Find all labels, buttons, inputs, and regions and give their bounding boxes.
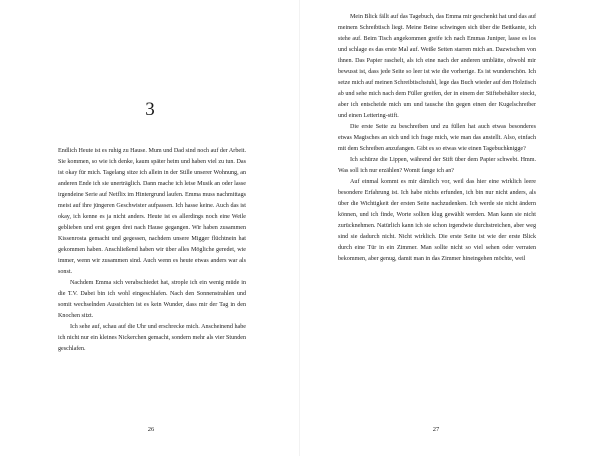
right-page-text xyxy=(338,12,536,265)
paragraph: Auf einmal kommt es mir dämlich vor, weil das hier eine wirklich leere besondere Erfahrung ist. Ich habe nichts erfunden, ich bin nur nicht anders, als über die Wichtigkeit der ersten Seite nachzudenken. Ich werde sie nicht ändern können, und ich finde, Worte sollten klug gewählt werden. Man kann sie nicht zurücknehmen. Natürlich kann ich sie schon irgendwie durchstreichen, aber weg sind sie dadurch nicht. Nicht wirklich. Die erste Seite ist wie der erste Blick durch eine Tür in ein Zimmer. Man sollte nicht so viel sehen oder verraten bekommen, aber genug, damit man in das Zimmer hineingehen möchte, weil xyxy=(338,179,536,262)
paragraph: Nachdem Emma sich verabschiedet hat, strople ich ein wenig müde in die T.V. Dabei bin ich wohl eingeschlafen. Nach den Sonnenstrahlen und somit wechselnden Aussichten ist es kein Wunder, dass mir der Tag in den Knochen sitzt. xyxy=(58,280,246,319)
page-number-right: 27 xyxy=(432,426,440,433)
right-page xyxy=(300,0,600,456)
chapter-number: 3 xyxy=(145,99,155,120)
paragraph: Ich sehe auf, schau auf die Uhr und erschrecke mich. Anscheinend habe ich nicht nur ein kleines Nickerchen gemacht, sondern mehr als vier Stunden geschlafen. xyxy=(58,324,246,352)
paragraph: Die erste Seite zu beschreiben und zu füllen hat auch etwas besonderes etwas Magisches an sich und ich frage mich, wie man das anstellt. Also, einfach mit dem Schreiben anzufangen. Gibt es so etwas wie einen Tagebuchknigge? xyxy=(338,124,536,152)
paragraph: Mein Blick fällt auf das Tagebuch, das Emma mir geschenkt hat und das auf meinem Schreibtisch liegt. Meine Beine schwingen sich über die Bettkante, ich stehe auf. Beim Tisch angekommen greife ich nach Emmas Juniper, lasse es los und schlage es das erste Mal auf. Weiße Seiten starren mich an. Dazwischen von ihnen. Das Papier raschelt, als ich eine nach der anderen umblätte, obwohl mir bewusst ist, dass jede Seite so leer ist wie die vorherige. Es ist wunderschön. Ich setze mich auf meinen Schreibtischstuhl, lege das Buch wieder auf den Holztisch ab und sehe mich nach dem Füller greifen, der in einem der Stiftebehälter steckt, aber ich entscheide mich um und tausche ihn gegen einen der Kugelschreiber und einen Lettering-stift. xyxy=(338,14,536,119)
page-number-left: 26 xyxy=(147,426,155,433)
left-page-text xyxy=(58,146,246,355)
paragraph: Endlich Heute ist es ruhig zu Hause. Mum und Dad sind noch auf der Arbeit. Sie kommen, so wie ich denke, kaum später heim und haben viel zu tun. Das ist okay für mich. Tagelang sitze ich allein in der Stille unserer Wohnung, an anderen Ende ich sie unerträglich. Dann mache ich leise Musik an oder lasse irgendeine Serie auf Netflix im Hintergrund laufen. Emma muss nachmittags meist auf ihre jüngeren Geschwister aufpassen. Ich hasse keine. Auch das ist okay, ich kenne es ja nicht anders. Heute ist es allerdings noch eine Weile geblieben und erst gegen drei nach Hause gegangen. Wir haben zusammen Kissenrosta gemacht und gegessen, nachdem unsere Migger flüchtnein hat gekommen haben. Anschließend haben wir über alles Mögliche geredet, wie immer, wenn wir zusammen sind. Auch wenn es heute etwas anders war als sonst. xyxy=(58,148,246,275)
paragraph: Ich schürze die Lippen, während der Stift über dem Papier schwebt. Hmm. Was soll ich nur erzählen? Womit fange ich an? xyxy=(338,157,536,174)
